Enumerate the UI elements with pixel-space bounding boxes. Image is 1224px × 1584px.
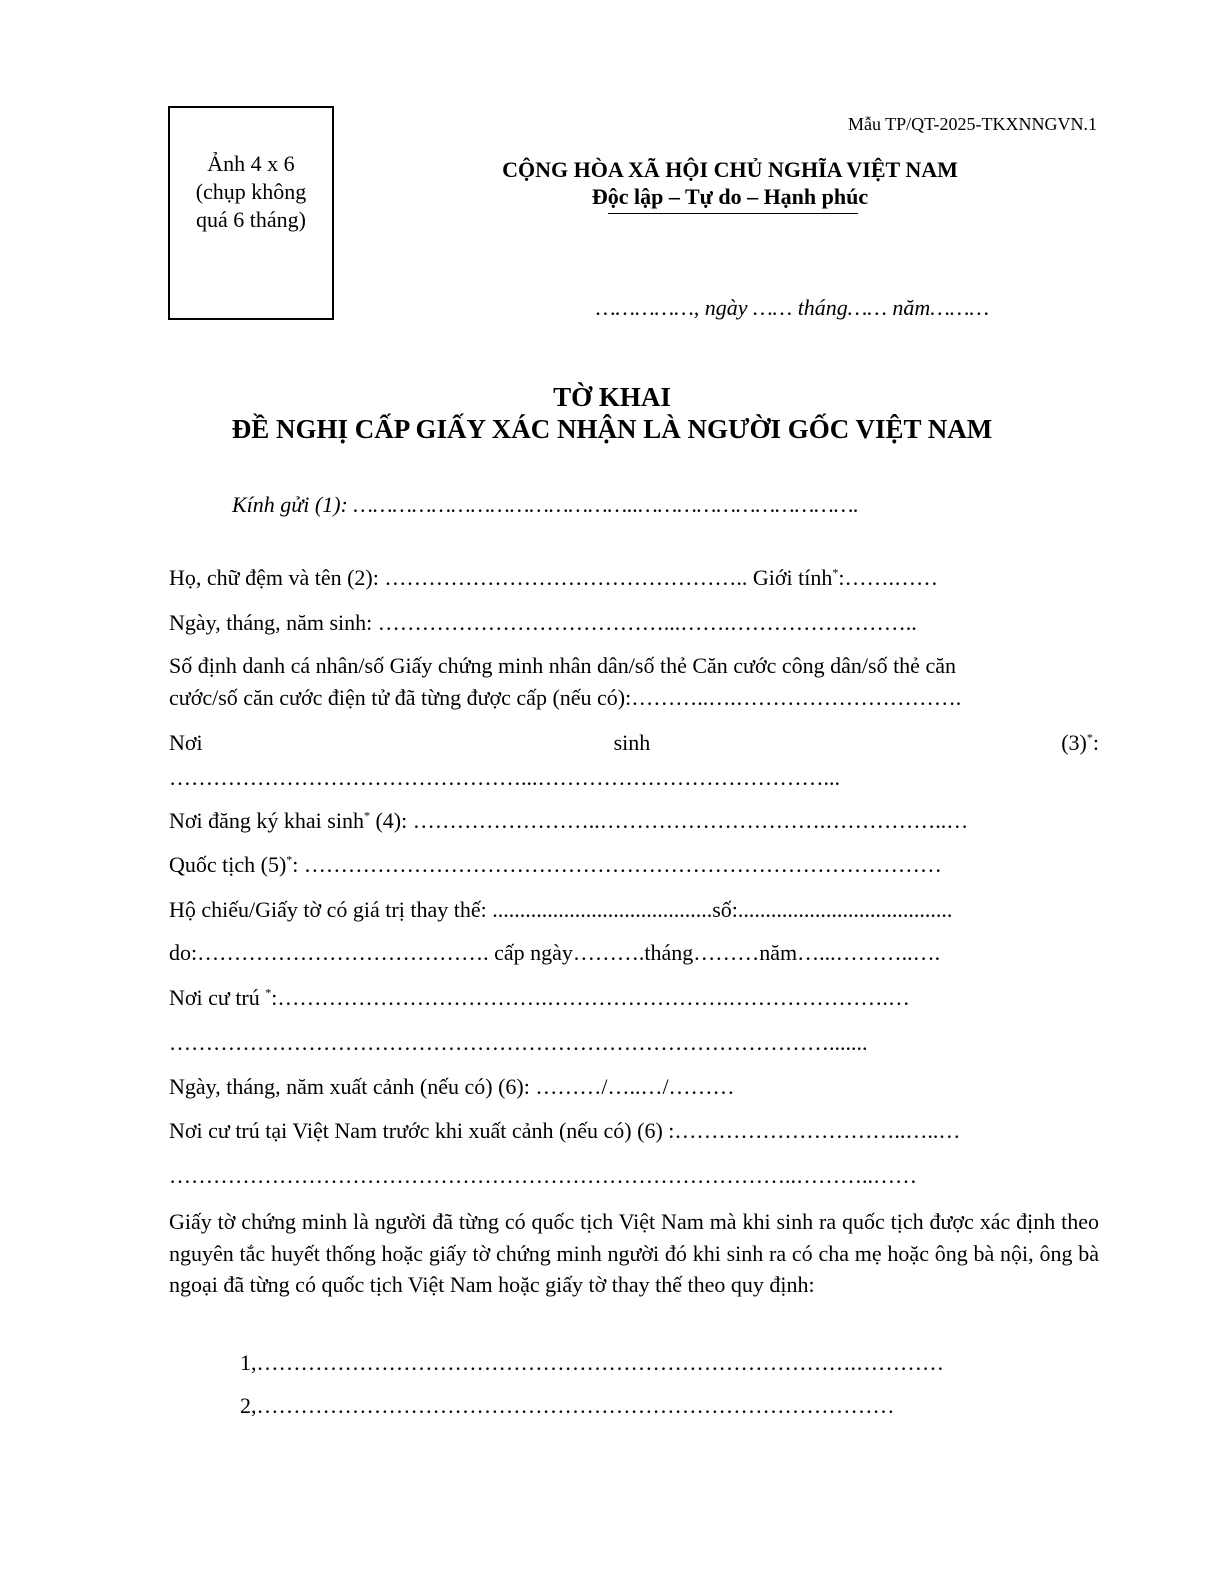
form-title: TỜ KHAI bbox=[553, 382, 671, 412]
id-number-field[interactable]: cước/số căn cước điện tử đã từng được cấp (nếu có):………..….…………………………. bbox=[169, 685, 962, 710]
id-number-label: Số định danh cá nhân/số Giấy chứng minh nhân dân/số thẻ Căn cước công dân/số thẻ căn bbox=[169, 653, 956, 678]
photo-instructions bbox=[170, 150, 332, 234]
passport-issuance-field[interactable]: do:…………………………………. cấp ngày……….tháng………năm…...………..…. bbox=[169, 940, 941, 965]
residence-label: Nơi cư trú bbox=[169, 985, 266, 1010]
birthplace-field[interactable]: …………………………………………...…………………………………... bbox=[169, 765, 840, 790]
residence-continuation-field[interactable]: ………………………………………………………………………………....... bbox=[169, 1030, 868, 1055]
form-subtitle: ĐỀ NGHỊ CẤP GIẤY XÁC NHẬN LÀ NGƯỜI GỐC VIỆT NAM bbox=[231, 414, 993, 444]
photo-note-line1: (chụp không bbox=[195, 179, 307, 204]
prior-residence-field[interactable]: Nơi cư trú tại Việt Nam trước khi xuất cảnh (nếu có) (6) :…………………………..…..… bbox=[169, 1118, 961, 1143]
country-name: CỘNG HÒA XÃ HỘI CHỦ NGHĨA VIỆT NAM bbox=[502, 157, 958, 182]
exit-date-field[interactable]: Ngày, tháng, năm xuất cảnh (nếu có) (6): ………/…..…/……… bbox=[169, 1074, 735, 1099]
birth-registration-blank: (4): ……………………..………………………….……………..… bbox=[369, 808, 969, 833]
evidence-item-2[interactable]: 2,…………………………………………………………………………… bbox=[240, 1393, 895, 1418]
nationality-field[interactable] bbox=[169, 852, 942, 878]
birth-registration-label: Nơi đăng ký khai sinh bbox=[169, 808, 364, 833]
required-star: * bbox=[1086, 730, 1093, 745]
photo-note-line2: quá 6 tháng) bbox=[196, 207, 306, 232]
required-star: * bbox=[265, 985, 272, 1000]
photo-placeholder-box[interactable] bbox=[168, 106, 334, 320]
residence-blank: :……………………………….…………………….………………….… bbox=[271, 985, 910, 1010]
birthplace-word-noi: Nơi bbox=[169, 730, 203, 755]
required-star: * bbox=[832, 565, 839, 580]
required-star: * bbox=[363, 808, 370, 823]
motto-underline bbox=[608, 213, 858, 214]
birthplace-label bbox=[169, 730, 1099, 756]
birthplace-note: (3)*: bbox=[1061, 730, 1099, 755]
residence-field[interactable] bbox=[169, 985, 910, 1011]
birth-registration-field[interactable] bbox=[169, 808, 968, 834]
photo-size-label: Ảnh 4 x 6 bbox=[207, 151, 295, 176]
date-of-birth-field[interactable]: Ngày, tháng, năm sinh: …………………………………...…….…………………….. bbox=[169, 610, 917, 635]
full-name-label: Họ, chữ đệm và tên (2): ………………………………………….. Giới tính bbox=[169, 565, 833, 590]
form-code: Mẫu TP/QT-2025-TKXNNGVN.1 bbox=[848, 114, 1097, 134]
passport-field[interactable]: Hộ chiếu/Giấy tờ có giá trị thay thế: ........................................số:....................................... bbox=[169, 897, 953, 922]
required-star: * bbox=[286, 852, 293, 867]
prior-residence-continuation-field[interactable]: …………………………………………………………………………..………..…… bbox=[169, 1163, 917, 1188]
recipient-field[interactable]: Kính gửi (1): ……………………………………..……………………………. bbox=[232, 492, 859, 517]
national-motto: Độc lập – Tự do – Hạnh phúc bbox=[591, 184, 869, 209]
evidence-paragraph: Giấy tờ chứng minh là người đã từng có quốc tịch Việt Nam mà khi sinh ra quốc tịch được xác định theo nguyên tắc huyết thống hoặc giấy tờ chứng minh người đó khi sinh ra có cha mẹ hoặc ông bà nội, ông bà ngoại đã từng có quốc tịch Việt Nam hoặc giấy tờ thay thế theo quy định: bbox=[169, 1209, 1099, 1297]
nationality-blank: : …………………………………………………………………………… bbox=[292, 852, 942, 877]
birthplace-word-sinh: sinh bbox=[613, 730, 651, 755]
gender-blank: :…….…… bbox=[838, 565, 938, 590]
full-name-field[interactable] bbox=[169, 565, 938, 591]
nationality-label: Quốc tịch (5) bbox=[169, 852, 287, 877]
place-date-field[interactable]: ……………, ngày …… tháng…… năm……… bbox=[596, 295, 990, 320]
evidence-item-1[interactable]: 1,……………………………………………………………………….………… bbox=[240, 1350, 944, 1375]
